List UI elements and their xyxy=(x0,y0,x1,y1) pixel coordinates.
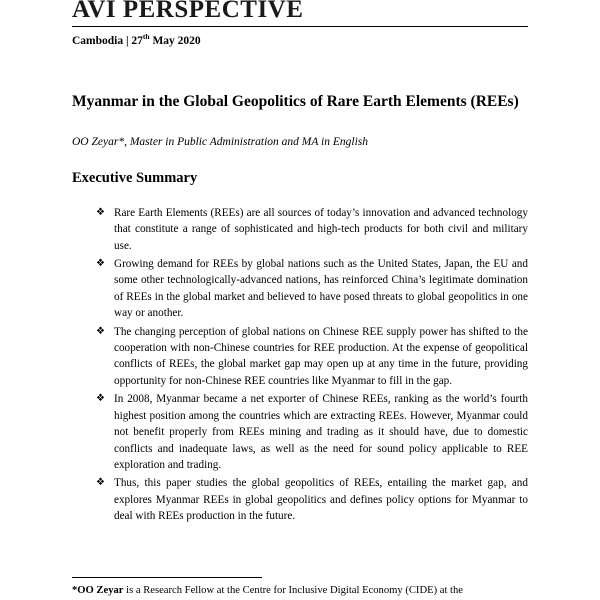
bullet-marker-icon: ❖ xyxy=(96,393,105,405)
list-item-text: Rare Earth Elements (REEs) are all sources of today’s innovation and advanced technology that constitute a range of sophisticated and high-tech products for both civil and military use. xyxy=(114,206,528,252)
executive-summary-list xyxy=(72,205,528,525)
list-item-text: Thus, this paper studies the global geopolitics of REEs, entailing the market gap, and explores Myanmar REEs in global geopolitics and defines policy options for Myanmar to deal with REEs production in the future. xyxy=(114,477,528,523)
masthead-location-date xyxy=(72,32,528,47)
list-item xyxy=(96,475,528,524)
author-line: OO Zeyar*, Master in Public Administration and MA in English xyxy=(72,135,369,148)
list-item xyxy=(96,205,528,254)
publication-title: AVI PERSPECTIVE xyxy=(72,0,304,20)
location-date-text: Cambodia | 27 xyxy=(72,34,143,47)
date-ordinal-suffix: th xyxy=(142,32,150,41)
page-title: Myanmar in the Global Geopolitics of Rare Earth Elements (REEs) xyxy=(72,92,519,110)
bullet-marker-icon: ❖ xyxy=(96,206,105,218)
list-item xyxy=(96,256,528,322)
bullet-marker-icon: ❖ xyxy=(96,325,105,337)
footnote-divider xyxy=(72,577,262,578)
masthead xyxy=(72,0,528,47)
list-item-text: Growing demand for REEs by global nations such as the United States, Japan, the EU and some other technologically-advanced nations, has reinforced China’s legitimate domination of REEs in the global market and believed to have posed threats to global geopolitics in one way or another. xyxy=(114,258,528,320)
list-item xyxy=(96,324,528,390)
date-month-year: May 2020 xyxy=(149,34,201,47)
section-heading-executive-summary: Executive Summary xyxy=(72,169,198,186)
bullet-marker-icon: ❖ xyxy=(96,477,105,489)
footnote-author-name: *OO Zeyar xyxy=(72,585,124,596)
list-item xyxy=(96,391,528,473)
footnote xyxy=(72,583,528,598)
list-item-text: The changing perception of global nations on Chinese REE supply power has shifted to the cooperation with non-Chinese countries for REE production. At the expense of geopolitical conflicts of REEs, the global market gap may open up at any time in the future, providing opportunity for non-Chinese REE countries like Myanmar to fill in the gap. xyxy=(114,325,528,387)
bullet-marker-icon: ❖ xyxy=(96,258,105,270)
masthead-divider xyxy=(72,26,528,27)
list-item-text: In 2008, Myanmar became a net exporter of Chinese REEs, ranking as the world’s fourth highest position among the countries which are extracting REEs. However, Myanmar could not benefit properly from REEs mining and trading as it should have, due to domestic conflicts and inadequate laws, as well as the need for sound policy applicable to REE exploration and trading. xyxy=(114,393,528,471)
footnote-text: is a Research Fellow at the Centre for Inclusive Digital Economy (CIDE) at the xyxy=(123,585,463,596)
